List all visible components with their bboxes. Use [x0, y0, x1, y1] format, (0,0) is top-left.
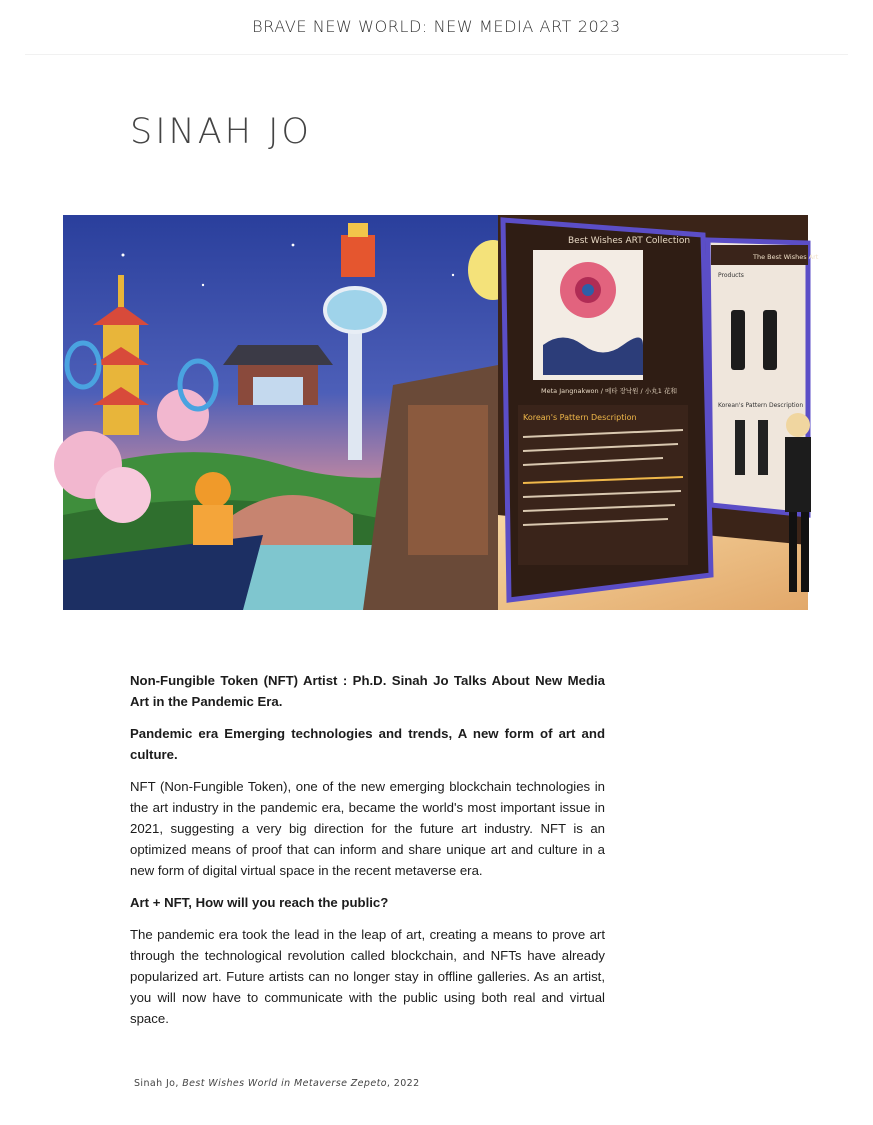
article-question-heading: Art + NFT, How will you reach the public? [130, 895, 389, 910]
image-caption [134, 1078, 420, 1089]
article-body [130, 670, 605, 1040]
article-title: Non-Fungible Token (NFT) Artist : Ph.D. Sinah Jo Talks About New Media Art in the Pandemic Era. [130, 673, 605, 709]
artist-name-heading: SINAH JO [130, 112, 312, 152]
running-header: BRAVE NEW WORLD: NEW MEDIA ART 2023 [252, 17, 621, 36]
article-subheading: Pandemic era Emerging technologies and trends, A new form of art and culture. [130, 726, 605, 762]
side-desc-heading: Korean's Pattern Description [718, 402, 804, 409]
caption-author: Sinah Jo, [134, 1078, 183, 1089]
caption-work-title: Best Wishes World in Metaverse Zepeto [182, 1078, 387, 1089]
panel-title-text: Best Wishes ART Collection [568, 236, 691, 246]
article-paragraph-1: NFT (Non-Fungible Token), one of the new emerging blockchain technologies in the art industry in the pandemic era, became the world's most important issue in 2021, suggesting a very big direction for the future art industry. NFT is an optimized means of proof that can inform and share unique art and culture in a new form of digital virtual space in the recent metaverse era. [130, 779, 605, 878]
article-paragraph-2: The pandemic era took the lead in the leap of art, creating a means to prove art through the technological revolution called blockchain, and NFTs have already popularized art. Future artists can no longer stay in offline galleries. As an artist, you will now have to communicate with the public using both real and virtual space. [130, 927, 605, 1026]
caption-year: , 2022 [386, 1078, 420, 1089]
panel-caption-text: Meta Jangnakwon / 메타 장낙원 / 小丸1 花和 [541, 387, 677, 395]
artwork-image [63, 215, 819, 610]
side-products-label: Products [718, 272, 744, 279]
side-panel-title: The Best Wishes Art [753, 253, 819, 261]
header-divider [25, 54, 848, 55]
panel-desc-heading: Korean's Pattern Description [523, 413, 637, 422]
